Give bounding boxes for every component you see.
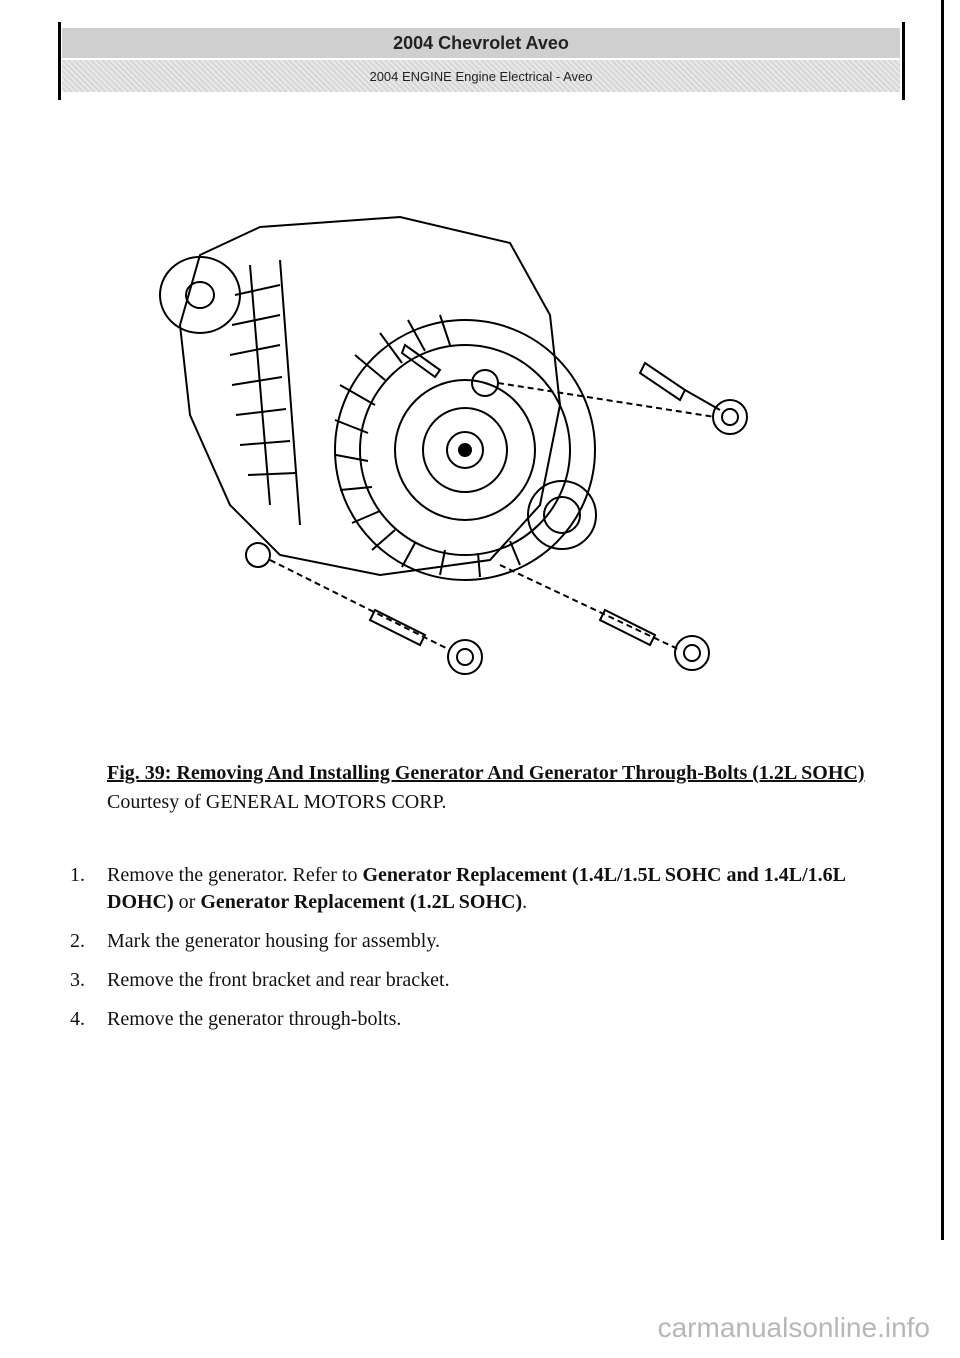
step-text: Mark the generator housing for assembly. [107,930,441,952]
generator-diagram [140,205,780,710]
caption-title: Fig. 39: Removing And Installing Generator And Generator Through-Bolts (1.2L SOHC) [107,762,865,784]
header-title: 2004 Chevrolet Aveo [62,28,900,60]
step-item [70,928,870,955]
figure-caption [107,760,897,816]
generator-replacement-link-1[interactable]: Generator Replacement (1.4L/1.5L SOHC and 1.4L/1.6L DOHC) [107,864,845,913]
generator-replacement-link-2[interactable]: Generator Replacement (1.2L SOHC) [200,891,523,913]
step-text [107,862,870,916]
step-number: 4. [70,1008,85,1030]
step-number: 1. [70,864,85,886]
page-border-right [941,0,944,1240]
step-text: Remove the generator through-bolts. [107,1008,402,1030]
step-text-mid: or [173,891,201,913]
document-header [62,28,900,92]
page-border-right-top [902,22,905,100]
step-number: 2. [70,930,85,952]
page-border-left [58,22,61,100]
step-number: 3. [70,969,85,991]
watermark: carmanualsonline.info [657,1312,930,1343]
step-item [70,967,870,994]
step-text: Remove the front bracket and rear bracket. [107,969,450,991]
step-item [70,1006,870,1033]
step-text-post: . [522,891,528,913]
step-text-pre: Remove the generator. Refer to [107,864,363,886]
step-item [70,862,870,916]
procedure-steps [70,862,870,1045]
header-subtitle: 2004 ENGINE Engine Electrical - Aveo [62,60,900,92]
generator-exploded-diagram-icon [140,205,780,705]
caption-courtesy: Courtesy of GENERAL MOTORS CORP. [107,791,447,813]
